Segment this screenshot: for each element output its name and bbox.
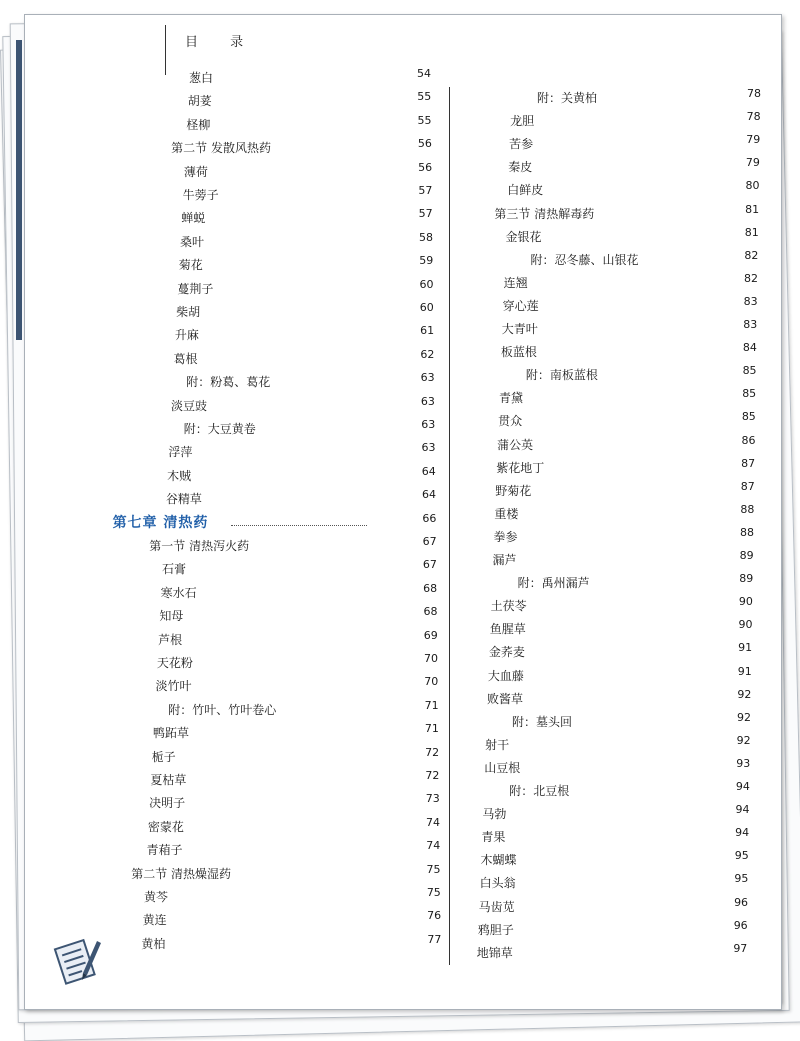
- toc-page-number: 57: [418, 207, 433, 221]
- toc-entry-appendix: [125, 699, 445, 721]
- toc-entry-item: [455, 318, 758, 340]
- toc-page-number: 67: [422, 535, 437, 548]
- toc-page-number: 55: [417, 113, 432, 127]
- toc-page-number: 90: [738, 595, 753, 609]
- toc-entry-title: 贯众: [498, 414, 523, 429]
- toc-entry-title: 野菊花: [495, 483, 532, 498]
- toc-page-number: 82: [744, 248, 759, 262]
- toc-entry-item: [455, 872, 749, 894]
- toc-entry-item: [455, 664, 752, 687]
- toc-page-number: 96: [733, 918, 748, 932]
- toc-page-number: 72: [425, 745, 440, 759]
- toc-page-number: 92: [737, 710, 752, 724]
- toc-entry-item: [125, 161, 445, 183]
- toc-page-number: 69: [423, 628, 438, 642]
- toc-page-number: 63: [420, 371, 435, 385]
- toc-entry-item: [455, 387, 757, 409]
- toc-entry-item: [125, 816, 445, 838]
- toc-entry-title: 青葙子: [146, 843, 183, 858]
- toc-entry-item: [455, 156, 760, 178]
- toc-entry-title: 淡豆豉: [170, 398, 207, 413]
- toc-entry-title: 附：忍冬藤、山银花: [530, 252, 639, 267]
- toc-entry-item: [455, 733, 751, 756]
- toc-page-number: 88: [740, 502, 755, 516]
- toc-entry-title: 第一节 清热泻火药: [149, 539, 250, 553]
- toc-page-number: 91: [737, 664, 752, 678]
- toc-page-number: 85: [741, 410, 756, 424]
- toc-page-number: 63: [421, 441, 436, 455]
- toc-entry-title: 附：南板蓝根: [525, 368, 598, 383]
- toc-page-number: 71: [424, 698, 439, 712]
- toc-page-number: 82: [744, 271, 759, 285]
- toc-entry-item: [125, 769, 445, 791]
- toc-page-number: 90: [738, 618, 753, 632]
- toc-entry-title: 金银花: [505, 229, 542, 244]
- toc-page-number: 72: [425, 769, 440, 782]
- toc-entry-title: 马齿苋: [478, 899, 515, 914]
- toc-entry-title: 射干: [485, 737, 510, 752]
- toc-entry-item: [125, 324, 445, 346]
- toc-entry-item: [125, 722, 445, 744]
- toc-page-number: 68: [423, 605, 438, 619]
- toc-entry-item: [455, 687, 752, 710]
- toc-entry-appendix: [125, 418, 445, 440]
- toc-entry-title: 拳参: [493, 529, 518, 544]
- toc-entry-title: 柽柳: [186, 117, 211, 132]
- toc-entry-item: [125, 90, 445, 112]
- toc-entry-item: [455, 525, 754, 548]
- toc-page-number: 92: [736, 733, 751, 747]
- toc-entry-title: 木蝴蝶: [480, 853, 517, 868]
- toc-entry-item: [455, 341, 757, 363]
- toc-entry-title: 连翘: [503, 275, 528, 290]
- toc-entry-title: 夏枯草: [150, 773, 187, 787]
- toc-entry-item: [125, 395, 445, 417]
- toc-entry-section: [125, 535, 445, 557]
- toc-page-number: 86: [741, 433, 756, 447]
- toc-page-number: 73: [425, 792, 440, 806]
- toc-entry-title: 附：粉葛、葛花: [186, 375, 271, 390]
- toc-left-column: [112, 67, 445, 977]
- toc-entry-item: [455, 179, 760, 201]
- toc-page-number: 81: [745, 202, 760, 216]
- toc-entry-item: [455, 479, 755, 502]
- toc-page-number: 91: [738, 641, 753, 655]
- toc-entry-title: 木贼: [167, 468, 192, 483]
- toc-page-number: 62: [420, 347, 435, 361]
- toc-page-number: 67: [422, 558, 437, 572]
- toc-entry-title: 升麻: [174, 328, 199, 343]
- toc-entry-title: 大血藤: [487, 668, 524, 683]
- toc-page-number: 70: [424, 652, 439, 665]
- toc-page-number: 94: [735, 780, 750, 793]
- toc-entry-item: [125, 348, 445, 370]
- toc-entry-appendix: [455, 572, 754, 594]
- toc-entry-title: 葛根: [173, 351, 198, 366]
- toc-entry-title: 决明子: [149, 796, 186, 811]
- toc-entry-title: 地锦草: [476, 945, 513, 960]
- toc-entry-title: 知母: [159, 609, 184, 624]
- toc-entry-title: 马勃: [482, 807, 507, 822]
- toc-entry-title: 鱼腥草: [489, 622, 526, 637]
- toc-entry-title: 附：墓头回: [512, 714, 573, 729]
- toc-page-number: 58: [418, 230, 433, 244]
- toc-entry-title: 秦皮: [508, 160, 533, 175]
- toc-page-number: 85: [742, 364, 757, 378]
- toc-page-number: 59: [419, 254, 434, 268]
- toc-page-number: 57: [418, 184, 433, 197]
- toc-entry-item: [455, 433, 756, 456]
- toc-entry-title: 漏芦: [492, 553, 517, 567]
- toc-page: [24, 14, 782, 1010]
- toc-page-number: 92: [737, 687, 752, 701]
- toc-entry-item: [125, 652, 445, 674]
- toc-entry-appendix: [455, 364, 757, 386]
- toc-entry-item: [125, 67, 445, 89]
- toc-page-number: 94: [735, 803, 750, 817]
- toc-entry-item: [125, 909, 445, 931]
- toc-entry-title: 第三节 清热解毒药: [494, 206, 595, 221]
- toc-page-number: 70: [424, 675, 439, 689]
- toc-entry-item: [125, 254, 445, 276]
- toc-entry-item: [125, 207, 445, 229]
- page-header: 目 录: [185, 35, 258, 50]
- toc-entry-item: [455, 826, 750, 848]
- toc-entry-appendix: [455, 710, 752, 733]
- toc-entry-item: [125, 278, 445, 300]
- toc-page-number: 88: [739, 525, 754, 539]
- toc-entry-title: 附：大豆黄卷: [183, 422, 256, 436]
- pen-notebook-icon: [53, 933, 101, 985]
- toc-page-number: 83: [743, 318, 758, 331]
- toc-entry-title: 白鲜皮: [507, 183, 544, 198]
- toc-page-number: 79: [746, 133, 761, 147]
- toc-entry-title: 山豆根: [484, 760, 521, 775]
- toc-entry-title: 黄连: [142, 913, 167, 928]
- toc-page-number: 87: [740, 479, 755, 493]
- toc-entry-title: 淡竹叶: [155, 679, 192, 694]
- toc-entry-item: [455, 895, 749, 918]
- toc-page-number: 76: [427, 909, 442, 923]
- toc-entry-item: [455, 456, 756, 479]
- toc-entry-item: [125, 558, 445, 580]
- toc-page-number: 64: [422, 488, 437, 502]
- toc-entry-title: 菊花: [178, 258, 203, 273]
- toc-entry-appendix: [455, 780, 750, 802]
- toc-entry-title: 附：北豆根: [509, 784, 570, 798]
- toc-page-number: 71: [424, 722, 439, 736]
- toc-entry-title: 牛蒡子: [182, 188, 219, 202]
- toc-page-number: 97: [733, 941, 748, 955]
- toc-entry-title: 胡荽: [187, 94, 212, 109]
- toc-entry-item: [455, 225, 759, 248]
- toc-entry-title: 芦根: [158, 632, 183, 647]
- toc-page-number: 64: [421, 464, 436, 478]
- toc-entry-title: 桑叶: [179, 234, 204, 249]
- toc-page-number: 80: [745, 179, 760, 193]
- toc-entry-item: [455, 502, 755, 525]
- toc-entry-title: 第七章 清热药: [112, 514, 209, 531]
- toc-entry-section: [125, 137, 445, 159]
- toc-page-number: 79: [745, 156, 760, 170]
- toc-page-number: 89: [739, 549, 754, 562]
- column-divider: [449, 87, 450, 965]
- toc-page-number: 95: [734, 849, 749, 863]
- toc-page-number: 61: [420, 324, 435, 338]
- toc-entry-item: [125, 933, 445, 955]
- toc-entry-item: [125, 629, 445, 651]
- toc-entry-item: [125, 792, 445, 814]
- toc-entry-item: [125, 441, 445, 463]
- toc-page-number: 56: [417, 137, 432, 151]
- toc-page-number: 63: [421, 418, 436, 431]
- toc-entry-appendix: [455, 248, 759, 271]
- toc-page-number: 95: [734, 872, 749, 886]
- toc-page-number: 68: [423, 581, 438, 595]
- toc-entry-title: 鸭跖草: [152, 726, 189, 741]
- toc-entry-item: [125, 839, 445, 861]
- toc-entry-item: [455, 941, 748, 964]
- toc-entry-title: 穿心莲: [502, 298, 539, 313]
- toc-entry-chapter: [112, 511, 445, 534]
- toc-entry-title: 黄柏: [141, 936, 166, 951]
- toc-entry-title: 苦参: [509, 137, 534, 152]
- toc-entry-item: [455, 849, 749, 871]
- toc-page-number: 55: [417, 90, 432, 104]
- toc-entry-item: [125, 605, 445, 627]
- toc-page-number: 78: [747, 87, 761, 100]
- toc-entry-item: [455, 549, 754, 571]
- toc-page-number: 94: [735, 826, 750, 840]
- toc-entry-title: 寒水石: [160, 585, 197, 600]
- toc-entry-item: [455, 803, 750, 825]
- toc-entry-appendix: [125, 371, 445, 393]
- toc-page-number: 85: [742, 387, 757, 401]
- toc-page-number: 77: [427, 932, 442, 946]
- toc-entry-item: [125, 886, 445, 908]
- toc-right-column: [455, 87, 761, 967]
- toc-page-number: 66: [422, 511, 437, 525]
- toc-entry-title: 大青叶: [501, 322, 538, 336]
- toc-page-number: 54: [417, 67, 431, 80]
- toc-page-number: 83: [743, 294, 758, 308]
- toc-page-number: 93: [736, 756, 751, 770]
- toc-entry-item: [125, 675, 445, 697]
- toc-entry-title: 第二节 清热燥湿药: [131, 866, 232, 881]
- toc-page-number: 74: [426, 839, 441, 853]
- toc-page-number: 60: [419, 277, 434, 291]
- toc-dot-leader: [231, 525, 367, 526]
- toc-entry-section: [125, 863, 445, 885]
- toc-entry-title: 蔓荆子: [177, 281, 214, 296]
- toc-page-number: 63: [420, 394, 435, 408]
- toc-entry-title: 紫花地丁: [496, 460, 545, 475]
- toc-entry-item: [455, 133, 761, 155]
- toc-entry-title: 青果: [481, 830, 506, 845]
- toc-entry-item: [455, 641, 753, 663]
- toc-entry-item: [455, 410, 756, 432]
- toc-page-number: 56: [418, 160, 433, 174]
- toc-entry-title: 板蓝根: [500, 345, 537, 360]
- toc-entry-item: [125, 746, 445, 768]
- toc-entry-title: 柴胡: [176, 305, 201, 319]
- toc-entry-title: 密蒙花: [147, 819, 184, 834]
- toc-page-number: 75: [426, 862, 441, 876]
- toc-entry-title: 鸦胆子: [477, 922, 514, 937]
- toc-entry-title: 葱白: [189, 71, 214, 85]
- toc-entry-title: 附：禹州漏芦: [517, 576, 590, 591]
- toc-entry-title: 金荞麦: [488, 645, 525, 660]
- toc-entry-appendix: [455, 87, 761, 109]
- toc-entry-title: 土茯苓: [490, 599, 527, 614]
- toc-entry-title: 白头翁: [479, 876, 516, 891]
- toc-page-number: 96: [734, 895, 749, 909]
- toc-entry-item: [455, 294, 758, 317]
- toc-entry-title: 石膏: [161, 562, 186, 577]
- toc-entry-item: [125, 465, 445, 487]
- toc-page-number: 78: [746, 110, 761, 124]
- toc-entry-title: 附：关黄柏: [537, 91, 598, 105]
- toc-entry-title: 黄芩: [143, 890, 168, 904]
- toc-page-number: 60: [419, 301, 434, 314]
- toc-entry-title: 蝉蜕: [181, 211, 206, 226]
- toc-entry-title: 蒲公英: [497, 437, 534, 452]
- toc-entry-item: [455, 618, 753, 640]
- toc-entry-title: 附：竹叶、竹叶卷心: [168, 702, 277, 717]
- toc-entry-title: 败酱草: [486, 691, 523, 706]
- toc-entry-item: [125, 184, 445, 206]
- toc-entry-item: [125, 582, 445, 604]
- toc-entry-item: [455, 595, 753, 617]
- toc-entry-item: [455, 918, 748, 941]
- toc-entry-title: 天花粉: [156, 656, 193, 670]
- toc-entry-item: [125, 301, 445, 323]
- toc-page-number: 87: [741, 456, 756, 470]
- stack-edge-left: [16, 40, 22, 340]
- toc-entry-title: 龙胆: [510, 114, 535, 129]
- toc-entry-title: 栀子: [151, 749, 176, 764]
- toc-entry-title: 薄荷: [183, 164, 208, 179]
- toc-entry-title: 浮萍: [168, 445, 193, 460]
- toc-page-number: 74: [425, 815, 440, 829]
- toc-entry-item: [455, 756, 751, 779]
- toc-page-number: 75: [426, 886, 441, 899]
- toc-page-number: 89: [739, 572, 754, 586]
- toc-entry-title: 青黛: [498, 391, 523, 406]
- toc-entry-item: [455, 271, 759, 294]
- toc-entry-section: [455, 202, 760, 225]
- toc-entry-item: [125, 231, 445, 253]
- toc-entry-item: [125, 114, 445, 136]
- toc-entry-title: 重楼: [494, 506, 519, 521]
- toc-page-number: 81: [744, 225, 759, 239]
- toc-entry-item: [455, 110, 761, 132]
- toc-entry-title: 第二节 发散风热药: [171, 141, 271, 156]
- toc-page-number: 84: [742, 341, 757, 355]
- toc-entry-item: [125, 488, 445, 510]
- toc-entry-title: 谷精草: [165, 492, 202, 507]
